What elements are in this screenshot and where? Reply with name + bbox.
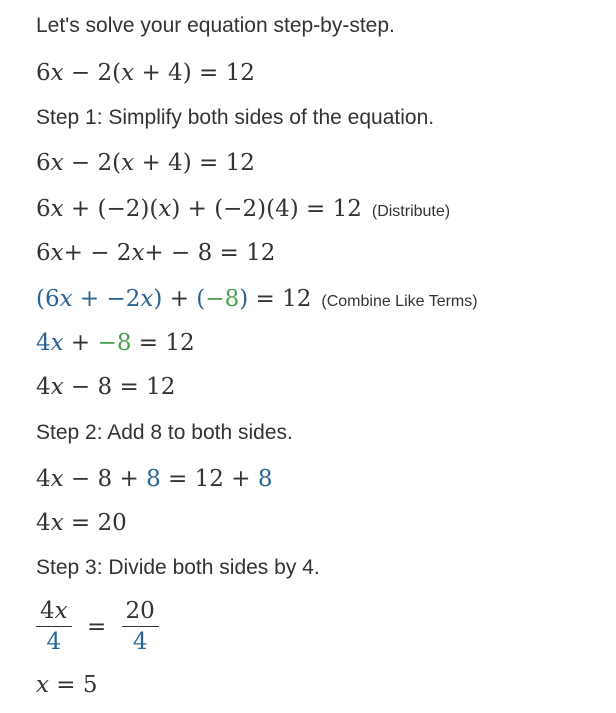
math-line: 6x − 2(x + 4) = 12 [36,150,255,176]
math-line: 4x + −8 = 12 [36,330,195,356]
step-3-title: Step 3: Divide both sides by 4. [36,556,320,579]
math-line: 6x+ − 2x+ − 8 = 12 [36,240,276,266]
math-line: 4x − 8 = 12 [36,374,176,400]
combine-note: (Combine Like Terms) [321,293,478,310]
left-fraction: $\frac{4x}{4}$ [36,596,72,657]
answer-line: x = 5 [36,672,98,698]
math-line: 4x − 8 + 8 = 12 + 8 [36,466,273,492]
step-2-title: Step 2: Add 8 to both sides. [36,421,293,444]
step-1-title: Step 1: Simplify both sides of the equation. [36,106,435,129]
fraction-line: $\frac{4x}{4}$ = $\frac{20}{4}$ [36,596,159,657]
math-line: 6x + (−2)(x) + (−2)(4) = 12 (Distribute) [36,196,451,222]
equation-line: 6x − 2(x + 4) = 12 [36,60,255,86]
intro-text: Let's solve your equation step-by-step. [36,14,395,37]
distribute-note: (Distribute) [371,203,451,220]
math-line: (6x + −2x) + (−8) = 12 (Combine Like Terms) [36,286,478,312]
math-line: 4x = 20 [36,510,127,536]
right-fraction: $\frac{20}{4}$ [122,596,159,657]
